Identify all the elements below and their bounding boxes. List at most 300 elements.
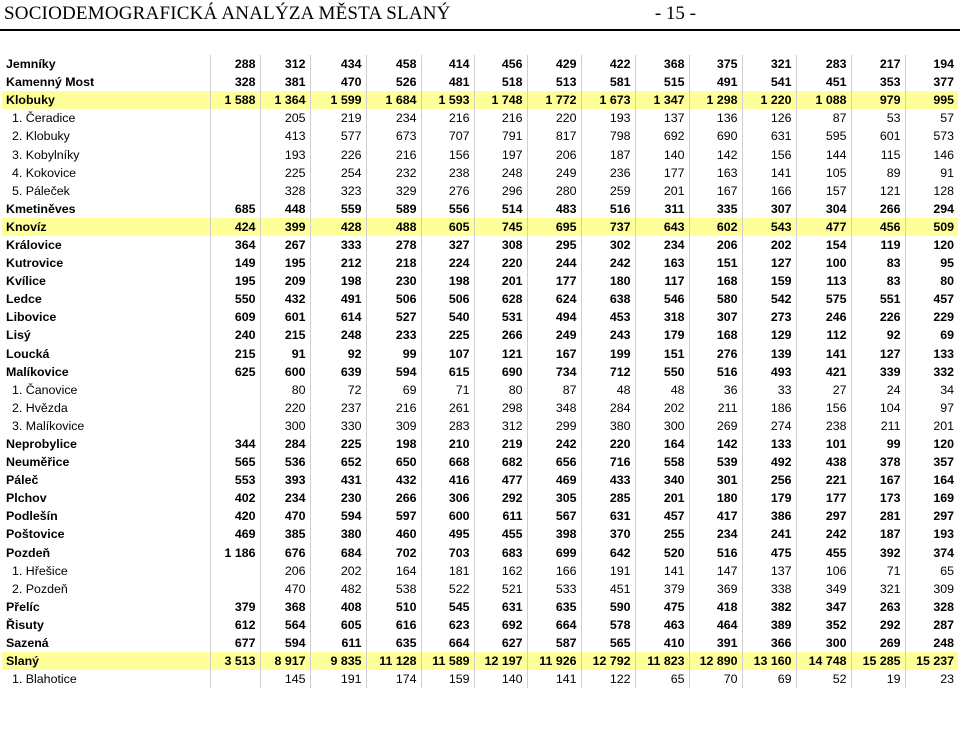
value-cell: 643: [635, 218, 689, 236]
value-cell: 121: [474, 345, 527, 363]
value-cell: 312: [260, 55, 310, 73]
value-cell: 220: [260, 399, 310, 417]
value-cell: 206: [260, 562, 310, 580]
table-row: [2, 453, 958, 471]
value-cell: 611: [474, 507, 527, 525]
value-cell: 169: [905, 489, 958, 507]
value-cell: 69: [742, 670, 796, 688]
row-name-cell: Páleč: [6, 473, 39, 488]
value-cell: 600: [260, 363, 310, 381]
value-cell: 1 593: [421, 91, 474, 109]
value-cell: 526: [366, 73, 421, 91]
value-cell: 509: [905, 218, 958, 236]
table-row: [2, 544, 958, 562]
value-cell: 112: [796, 326, 851, 344]
value-cell: 493: [742, 363, 796, 381]
value-cell: 375: [689, 55, 742, 73]
value-cell: 101: [796, 435, 851, 453]
value-cell: 166: [527, 562, 581, 580]
value-cell: 298: [474, 399, 527, 417]
value-cell: 481: [421, 73, 474, 91]
value-cell: 72: [310, 381, 366, 399]
table-subrow: [2, 381, 958, 399]
row-name-cell: Pozdeň: [6, 545, 51, 560]
value-cell: 80: [260, 381, 310, 399]
value-cell: 550: [635, 363, 689, 381]
value-cell: 238: [421, 164, 474, 182]
value-cell: 191: [581, 562, 635, 580]
value-cell: 614: [310, 308, 366, 326]
value-cell: 151: [689, 254, 742, 272]
value-cell: 551: [851, 290, 905, 308]
table-row: [2, 345, 958, 363]
value-cell: 453: [581, 308, 635, 326]
value-cell: 611: [310, 634, 366, 652]
value-cell: 1 364: [260, 91, 310, 109]
value-cell: 12 792: [581, 652, 635, 670]
value-cell: 1 673: [581, 91, 635, 109]
value-cell: 380: [310, 525, 366, 543]
table-row: [2, 55, 958, 73]
value-cell: 249: [527, 326, 581, 344]
value-cell: 274: [742, 417, 796, 435]
value-cell: 212: [310, 254, 366, 272]
value-cell: 87: [527, 381, 581, 399]
value-cell: 422: [581, 55, 635, 73]
value-cell: [210, 127, 260, 145]
value-cell: 469: [210, 525, 260, 543]
value-cell: 333: [310, 236, 366, 254]
table-row: [2, 218, 958, 236]
value-cell: 236: [581, 164, 635, 182]
value-cell: 609: [210, 308, 260, 326]
value-cell: 217: [851, 55, 905, 73]
value-cell: 164: [905, 471, 958, 489]
value-cell: 553: [210, 471, 260, 489]
value-cell: 69: [366, 381, 421, 399]
value-cell: 254: [310, 164, 366, 182]
value-cell: 33: [742, 381, 796, 399]
value-cell: 121: [851, 182, 905, 200]
value-cell: 379: [210, 598, 260, 616]
value-cell: 119: [851, 236, 905, 254]
value-cell: 180: [689, 489, 742, 507]
value-cell: 623: [421, 616, 474, 634]
value-cell: 664: [421, 634, 474, 652]
value-cell: 202: [635, 399, 689, 417]
value-cell: 89: [851, 164, 905, 182]
value-cell: 104: [851, 399, 905, 417]
value-cell: 211: [689, 399, 742, 417]
table-subrow: [2, 580, 958, 598]
value-cell: 243: [581, 326, 635, 344]
value-cell: 695: [527, 218, 581, 236]
value-cell: 233: [366, 326, 421, 344]
value-cell: 734: [527, 363, 581, 381]
value-cell: 117: [635, 272, 689, 290]
value-cell: 798: [581, 127, 635, 145]
value-cell: 347: [796, 598, 851, 616]
value-cell: 284: [260, 435, 310, 453]
value-cell: 321: [742, 55, 796, 73]
value-cell: 71: [421, 381, 474, 399]
value-cell: 631: [581, 507, 635, 525]
value-cell: 366: [742, 634, 796, 652]
value-cell: 99: [851, 435, 905, 453]
value-cell: 685: [210, 200, 260, 218]
value-cell: 1 298: [689, 91, 742, 109]
table-row: [2, 272, 958, 290]
value-cell: 565: [581, 634, 635, 652]
value-cell: 699: [527, 544, 581, 562]
value-cell: 216: [421, 109, 474, 127]
value-cell: 995: [905, 91, 958, 109]
value-cell: 163: [689, 164, 742, 182]
value-cell: 163: [635, 254, 689, 272]
value-cell: 48: [635, 381, 689, 399]
value-cell: 198: [421, 272, 474, 290]
value-cell: 369: [689, 580, 742, 598]
value-cell: 589: [366, 200, 421, 218]
table-row: [2, 652, 958, 670]
value-cell: 255: [635, 525, 689, 543]
value-cell: 157: [796, 182, 851, 200]
value-cell: 494: [527, 308, 581, 326]
value-cell: 218: [366, 254, 421, 272]
value-cell: 492: [742, 453, 796, 471]
value-cell: 15 285: [851, 652, 905, 670]
value-cell: 211: [851, 417, 905, 435]
value-cell: 432: [260, 290, 310, 308]
value-cell: 202: [742, 236, 796, 254]
row-name-cell: Malíkovice: [6, 364, 69, 379]
value-cell: 605: [421, 218, 474, 236]
value-cell: 577: [310, 127, 366, 145]
value-cell: 516: [689, 544, 742, 562]
value-cell: 195: [210, 272, 260, 290]
row-name-cell: Neuměřice: [6, 455, 70, 470]
row-name-cell: Klobuky: [2, 91, 210, 109]
value-cell: 631: [474, 598, 527, 616]
value-cell: 381: [260, 73, 310, 91]
value-cell: [210, 164, 260, 182]
value-cell: 339: [851, 363, 905, 381]
value-cell: 191: [310, 670, 366, 688]
value-cell: 300: [796, 634, 851, 652]
value-cell: 229: [905, 308, 958, 326]
value-cell: 413: [260, 127, 310, 145]
value-cell: 692: [635, 127, 689, 145]
value-cell: 12 197: [474, 652, 527, 670]
value-cell: 393: [260, 471, 310, 489]
value-cell: 11 823: [635, 652, 689, 670]
value-cell: 216: [366, 399, 421, 417]
value-cell: 683: [474, 544, 527, 562]
value-cell: 210: [421, 435, 474, 453]
table-subrow: [2, 127, 958, 145]
value-cell: 575: [796, 290, 851, 308]
value-cell: 399: [260, 218, 310, 236]
table-subrow: [2, 562, 958, 580]
value-cell: 536: [260, 453, 310, 471]
value-cell: 464: [689, 616, 742, 634]
value-cell: 378: [851, 453, 905, 471]
value-cell: 488: [366, 218, 421, 236]
table-row: [2, 254, 958, 272]
value-cell: 34: [905, 381, 958, 399]
value-cell: 147: [689, 562, 742, 580]
table-row: [2, 435, 958, 453]
value-cell: 520: [635, 544, 689, 562]
value-cell: 232: [366, 164, 421, 182]
value-cell: 95: [905, 254, 958, 272]
value-cell: 428: [310, 218, 366, 236]
value-cell: 194: [905, 55, 958, 73]
value-cell: 344: [210, 435, 260, 453]
value-cell: 368: [635, 55, 689, 73]
value-cell: 817: [527, 127, 581, 145]
value-cell: 100: [796, 254, 851, 272]
value-cell: 193: [905, 525, 958, 543]
value-cell: 463: [635, 616, 689, 634]
value-cell: 177: [527, 272, 581, 290]
value-cell: 690: [689, 127, 742, 145]
value-cell: 230: [310, 489, 366, 507]
value-cell: 380: [581, 417, 635, 435]
value-cell: 266: [851, 200, 905, 218]
row-name-cell: Jemníky: [6, 57, 56, 72]
value-cell: 323: [310, 182, 366, 200]
value-cell: 506: [366, 290, 421, 308]
value-cell: 201: [635, 182, 689, 200]
table-row: [2, 290, 958, 308]
value-cell: 269: [851, 634, 905, 652]
value-cell: 408: [310, 598, 366, 616]
value-cell: 482: [310, 580, 366, 598]
value-cell: 432: [366, 471, 421, 489]
value-cell: [210, 580, 260, 598]
value-cell: [210, 670, 260, 688]
value-cell: 198: [310, 272, 366, 290]
value-cell: 513: [527, 73, 581, 91]
table-subrow: [2, 670, 958, 688]
value-cell: 199: [581, 345, 635, 363]
value-cell: 594: [260, 634, 310, 652]
value-cell: 197: [474, 145, 527, 163]
value-cell: 201: [474, 272, 527, 290]
value-cell: 309: [905, 580, 958, 598]
value-cell: 276: [421, 182, 474, 200]
value-cell: 142: [689, 145, 742, 163]
value-cell: 224: [421, 254, 474, 272]
value-cell: 9 835: [310, 652, 366, 670]
value-cell: 491: [310, 290, 366, 308]
value-cell: 301: [689, 471, 742, 489]
value-cell: 283: [421, 417, 474, 435]
value-cell: [210, 182, 260, 200]
value-cell: 162: [474, 562, 527, 580]
value-cell: 167: [689, 182, 742, 200]
header-rule: [0, 29, 960, 31]
value-cell: 242: [581, 254, 635, 272]
table-subrow: [2, 399, 958, 417]
value-cell: 335: [689, 200, 742, 218]
value-cell: 244: [527, 254, 581, 272]
value-cell: 702: [366, 544, 421, 562]
value-cell: 340: [635, 471, 689, 489]
value-cell: 307: [689, 308, 742, 326]
value-cell: 616: [366, 616, 421, 634]
row-name-cell: Kamenný Most: [6, 75, 95, 90]
value-cell: 205: [260, 109, 310, 127]
page-header: [0, 0, 960, 30]
value-cell: 392: [851, 544, 905, 562]
value-cell: 92: [310, 345, 366, 363]
table-row: [2, 507, 958, 525]
value-cell: 330: [310, 417, 366, 435]
value-cell: 370: [581, 525, 635, 543]
value-cell: 601: [851, 127, 905, 145]
value-cell: 639: [310, 363, 366, 381]
value-cell: 234: [689, 525, 742, 543]
value-cell: 83: [851, 272, 905, 290]
value-cell: 91: [905, 164, 958, 182]
value-cell: 559: [310, 200, 366, 218]
value-cell: 477: [796, 218, 851, 236]
value-cell: 389: [742, 616, 796, 634]
value-cell: 587: [527, 634, 581, 652]
value-cell: 129: [742, 326, 796, 344]
value-cell: 261: [421, 399, 474, 417]
value-cell: 545: [421, 598, 474, 616]
value-cell: 113: [796, 272, 851, 290]
value-cell: 527: [366, 308, 421, 326]
value-cell: 249: [527, 164, 581, 182]
table-row: [2, 326, 958, 344]
value-cell: 385: [260, 525, 310, 543]
value-cell: 625: [210, 363, 260, 381]
value-cell: 164: [635, 435, 689, 453]
value-cell: 156: [796, 399, 851, 417]
value-cell: 429: [527, 55, 581, 73]
value-cell: 433: [581, 471, 635, 489]
value-cell: 292: [474, 489, 527, 507]
value-cell: 455: [474, 525, 527, 543]
table-row: [2, 598, 958, 616]
value-cell: 106: [796, 562, 851, 580]
value-cell: 201: [905, 417, 958, 435]
value-cell: 374: [905, 544, 958, 562]
value-cell: 154: [796, 236, 851, 254]
value-cell: 483: [527, 200, 581, 218]
value-cell: 240: [210, 326, 260, 344]
table-row: [2, 489, 958, 507]
value-cell: 107: [421, 345, 474, 363]
value-cell: 668: [421, 453, 474, 471]
value-cell: 285: [581, 489, 635, 507]
value-cell: 256: [742, 471, 796, 489]
value-cell: 1 088: [796, 91, 851, 109]
value-cell: 133: [742, 435, 796, 453]
row-name-cell: 2. Hvězda: [12, 400, 68, 415]
value-cell: 456: [474, 55, 527, 73]
value-cell: 297: [796, 507, 851, 525]
value-cell: 140: [474, 670, 527, 688]
table-row: [2, 525, 958, 543]
value-cell: 594: [310, 507, 366, 525]
value-cell: 91: [260, 345, 310, 363]
value-cell: 144: [796, 145, 851, 163]
value-cell: 539: [689, 453, 742, 471]
value-cell: 635: [366, 634, 421, 652]
value-cell: [210, 562, 260, 580]
value-cell: 156: [742, 145, 796, 163]
row-name-cell: 2. Pozdeň: [12, 581, 68, 596]
value-cell: 187: [581, 145, 635, 163]
value-cell: 521: [474, 580, 527, 598]
value-cell: 737: [581, 218, 635, 236]
value-cell: 469: [527, 471, 581, 489]
value-cell: 518: [474, 73, 527, 91]
row-name-cell: Plchov: [6, 491, 47, 506]
row-name-cell: Loucká: [6, 346, 50, 361]
row-name-cell: Ledce: [6, 292, 42, 307]
value-cell: 391: [689, 634, 742, 652]
value-cell: 115: [851, 145, 905, 163]
row-name-cell: 3. Malíkovice: [12, 418, 85, 433]
value-cell: 307: [742, 200, 796, 218]
value-cell: 567: [527, 507, 581, 525]
row-name-cell: 4. Kokovice: [12, 165, 77, 180]
value-cell: 546: [635, 290, 689, 308]
value-cell: 97: [905, 399, 958, 417]
value-cell: 193: [581, 109, 635, 127]
value-cell: 434: [310, 55, 366, 73]
value-cell: 92: [851, 326, 905, 344]
value-cell: 438: [796, 453, 851, 471]
value-cell: 145: [260, 670, 310, 688]
value-cell: 510: [366, 598, 421, 616]
row-name-cell: 1. Hřešice: [12, 563, 68, 578]
value-cell: 421: [796, 363, 851, 381]
value-cell: 309: [366, 417, 421, 435]
value-cell: 234: [366, 109, 421, 127]
value-cell: 1 220: [742, 91, 796, 109]
value-cell: 83: [851, 254, 905, 272]
value-cell: 600: [421, 507, 474, 525]
value-cell: 682: [474, 453, 527, 471]
table-row: [2, 236, 958, 254]
value-cell: 516: [581, 200, 635, 218]
value-cell: 448: [260, 200, 310, 218]
value-cell: 177: [796, 489, 851, 507]
value-cell: 23: [905, 670, 958, 688]
value-cell: 538: [366, 580, 421, 598]
value-cell: 368: [260, 598, 310, 616]
value-cell: 142: [689, 435, 742, 453]
table-row: [2, 200, 958, 218]
value-cell: 69: [905, 326, 958, 344]
value-cell: 225: [421, 326, 474, 344]
row-name-cell: Kutrovice: [6, 256, 64, 271]
value-cell: 578: [581, 616, 635, 634]
value-cell: 300: [635, 417, 689, 435]
value-cell: 242: [527, 435, 581, 453]
value-cell: 187: [851, 525, 905, 543]
value-cell: 287: [905, 616, 958, 634]
value-cell: 168: [689, 326, 742, 344]
value-cell: 266: [474, 326, 527, 344]
